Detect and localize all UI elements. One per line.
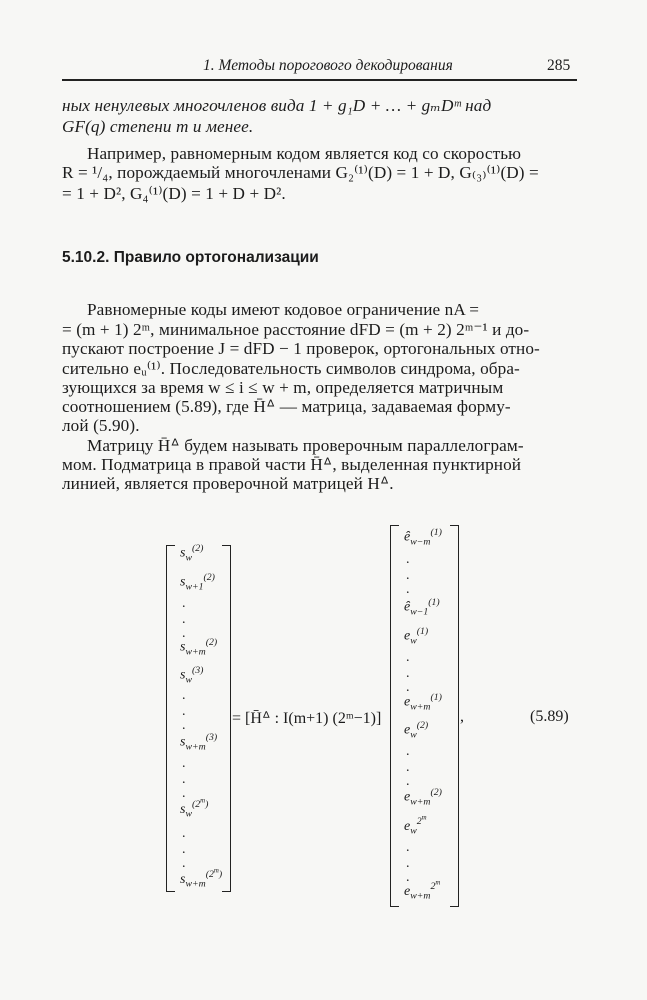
ellipsis-dot: . bbox=[406, 840, 410, 855]
left-vector-entry: $s_w^{(2^m)}$ bbox=[180, 798, 209, 820]
ellipsis-dot: . bbox=[182, 626, 186, 641]
ellipsis-dot: . bbox=[182, 856, 186, 871]
ellipsis-dot: . bbox=[182, 842, 186, 857]
ellipsis-dot: . bbox=[182, 786, 186, 801]
left-vector-entry: $s_w^{(2)}$ bbox=[180, 543, 204, 564]
ellipsis-dot: . bbox=[406, 744, 410, 759]
body-line-1: Равномерные коды имеют кодовое ограничение nA = bbox=[87, 300, 480, 319]
ellipsis-dot: . bbox=[182, 826, 186, 841]
ellipsis-dot: . bbox=[406, 582, 410, 597]
left-vector-bracket-close bbox=[222, 545, 231, 892]
ellipsis-dot: . bbox=[406, 552, 410, 567]
equation-comma: , bbox=[460, 708, 464, 725]
example-line-2: R = ¹/₄, порождаемый многочленами G₂⁽¹⁾(D) = 1 + D, G₍₃₎⁽¹⁾(D) = bbox=[62, 163, 539, 182]
right-vector-entry: $e_{w+m}^{(2)}$ bbox=[404, 787, 442, 808]
body-line-4: сительно eᵤ⁽¹⁾. Последовательность символов синдрома, обра- bbox=[62, 359, 520, 378]
right-vector-bracket-open bbox=[390, 525, 399, 907]
left-vector-entry: $s_{w+1}^{(2)}$ bbox=[180, 572, 215, 593]
second-line-1: Матрицу H̄ᐞ будем называть проверочным параллелограм- bbox=[87, 436, 524, 455]
header-rule bbox=[62, 79, 577, 81]
equation-middle: = [H̄ᐞ : I(m+1) (2ᵐ−1)] bbox=[232, 710, 382, 727]
right-vector-entry: $ê_{w-m}^{(1)}$ bbox=[404, 527, 442, 548]
ellipsis-dot: . bbox=[406, 568, 410, 583]
left-vector-bracket-open bbox=[166, 545, 175, 892]
body-line-7: лой (5.90). bbox=[62, 416, 140, 435]
ellipsis-dot: . bbox=[406, 870, 410, 885]
right-vector-entry: $e_w^{(2)}$ bbox=[404, 720, 429, 741]
ellipsis-dot: . bbox=[182, 612, 186, 627]
ellipsis-dot: . bbox=[182, 688, 186, 703]
example-line-1: Например, равномерным кодом является код со скоростью bbox=[87, 144, 522, 163]
body-line-5: зующихся за время w ≤ i ≤ w + m, определяется матричным bbox=[62, 378, 504, 397]
ellipsis-dot: . bbox=[406, 856, 410, 871]
ellipsis-dot: . bbox=[406, 760, 410, 775]
body-line-3: пускают построение J = dFD − 1 проверок, ортогональных отно- bbox=[62, 339, 540, 358]
ellipsis-dot: . bbox=[182, 596, 186, 611]
right-vector-entry: $e_w^{2^m}$ bbox=[404, 815, 427, 837]
body-line-2: = (m + 1) 2ᵐ, минимальное расстояние dFD = (m + 2) 2ᵐ⁻¹ и до- bbox=[62, 320, 530, 339]
right-vector-entry: $e_{w+m}^{(1)}$ bbox=[404, 692, 442, 713]
top-line-2: GF(q) степени m и менее. bbox=[62, 117, 254, 136]
ellipsis-dot: . bbox=[406, 680, 410, 695]
second-line-3: линией, является проверочной матрицей Hᐞ. bbox=[62, 474, 394, 493]
ellipsis-dot: . bbox=[182, 718, 186, 733]
right-vector-entry: $e_w^{(1)}$ bbox=[404, 626, 429, 647]
second-line-2: мом. Подматрица в правой части H̄ᐞ, выделенная пунктирной bbox=[62, 455, 522, 474]
ellipsis-dot: . bbox=[182, 704, 186, 719]
example-line-3: = 1 + D², G₄⁽¹⁾(D) = 1 + D + D². bbox=[62, 184, 286, 203]
ellipsis-dot: . bbox=[182, 756, 186, 771]
section-heading: 5.10.2. Правило ортогонализации bbox=[62, 249, 319, 266]
ellipsis-dot: . bbox=[406, 774, 410, 789]
right-vector-bracket-close bbox=[450, 525, 459, 907]
right-vector-entry: $e_{w+m}^{2^m}$ bbox=[404, 880, 441, 902]
right-vector-entry: $ê_{w-1}^{(1)}$ bbox=[404, 597, 440, 618]
top-line-1: ных ненулевых многочленов вида 1 + g₁D + … + gₘDᵐ над bbox=[62, 96, 492, 115]
left-vector-entry: $s_{w+m}^{(2^m)}$ bbox=[180, 868, 223, 890]
page-number: 285 bbox=[547, 57, 571, 74]
equation-number: (5.89) bbox=[530, 708, 569, 725]
left-vector-entry: $s_{w+m}^{(2)}$ bbox=[180, 637, 218, 658]
left-vector-entry: $s_w^{(3)}$ bbox=[180, 665, 204, 686]
ellipsis-dot: . bbox=[406, 666, 410, 681]
running-header-title: 1. Методы порогового декодирования bbox=[203, 57, 453, 74]
ellipsis-dot: . bbox=[406, 650, 410, 665]
ellipsis-dot: . bbox=[182, 772, 186, 787]
body-line-6: соотношением (5.89), где H̄ᐞ — матрица, задаваемая форму- bbox=[62, 397, 511, 416]
left-vector-entry: $s_{w+m}^{(3)}$ bbox=[180, 732, 218, 753]
